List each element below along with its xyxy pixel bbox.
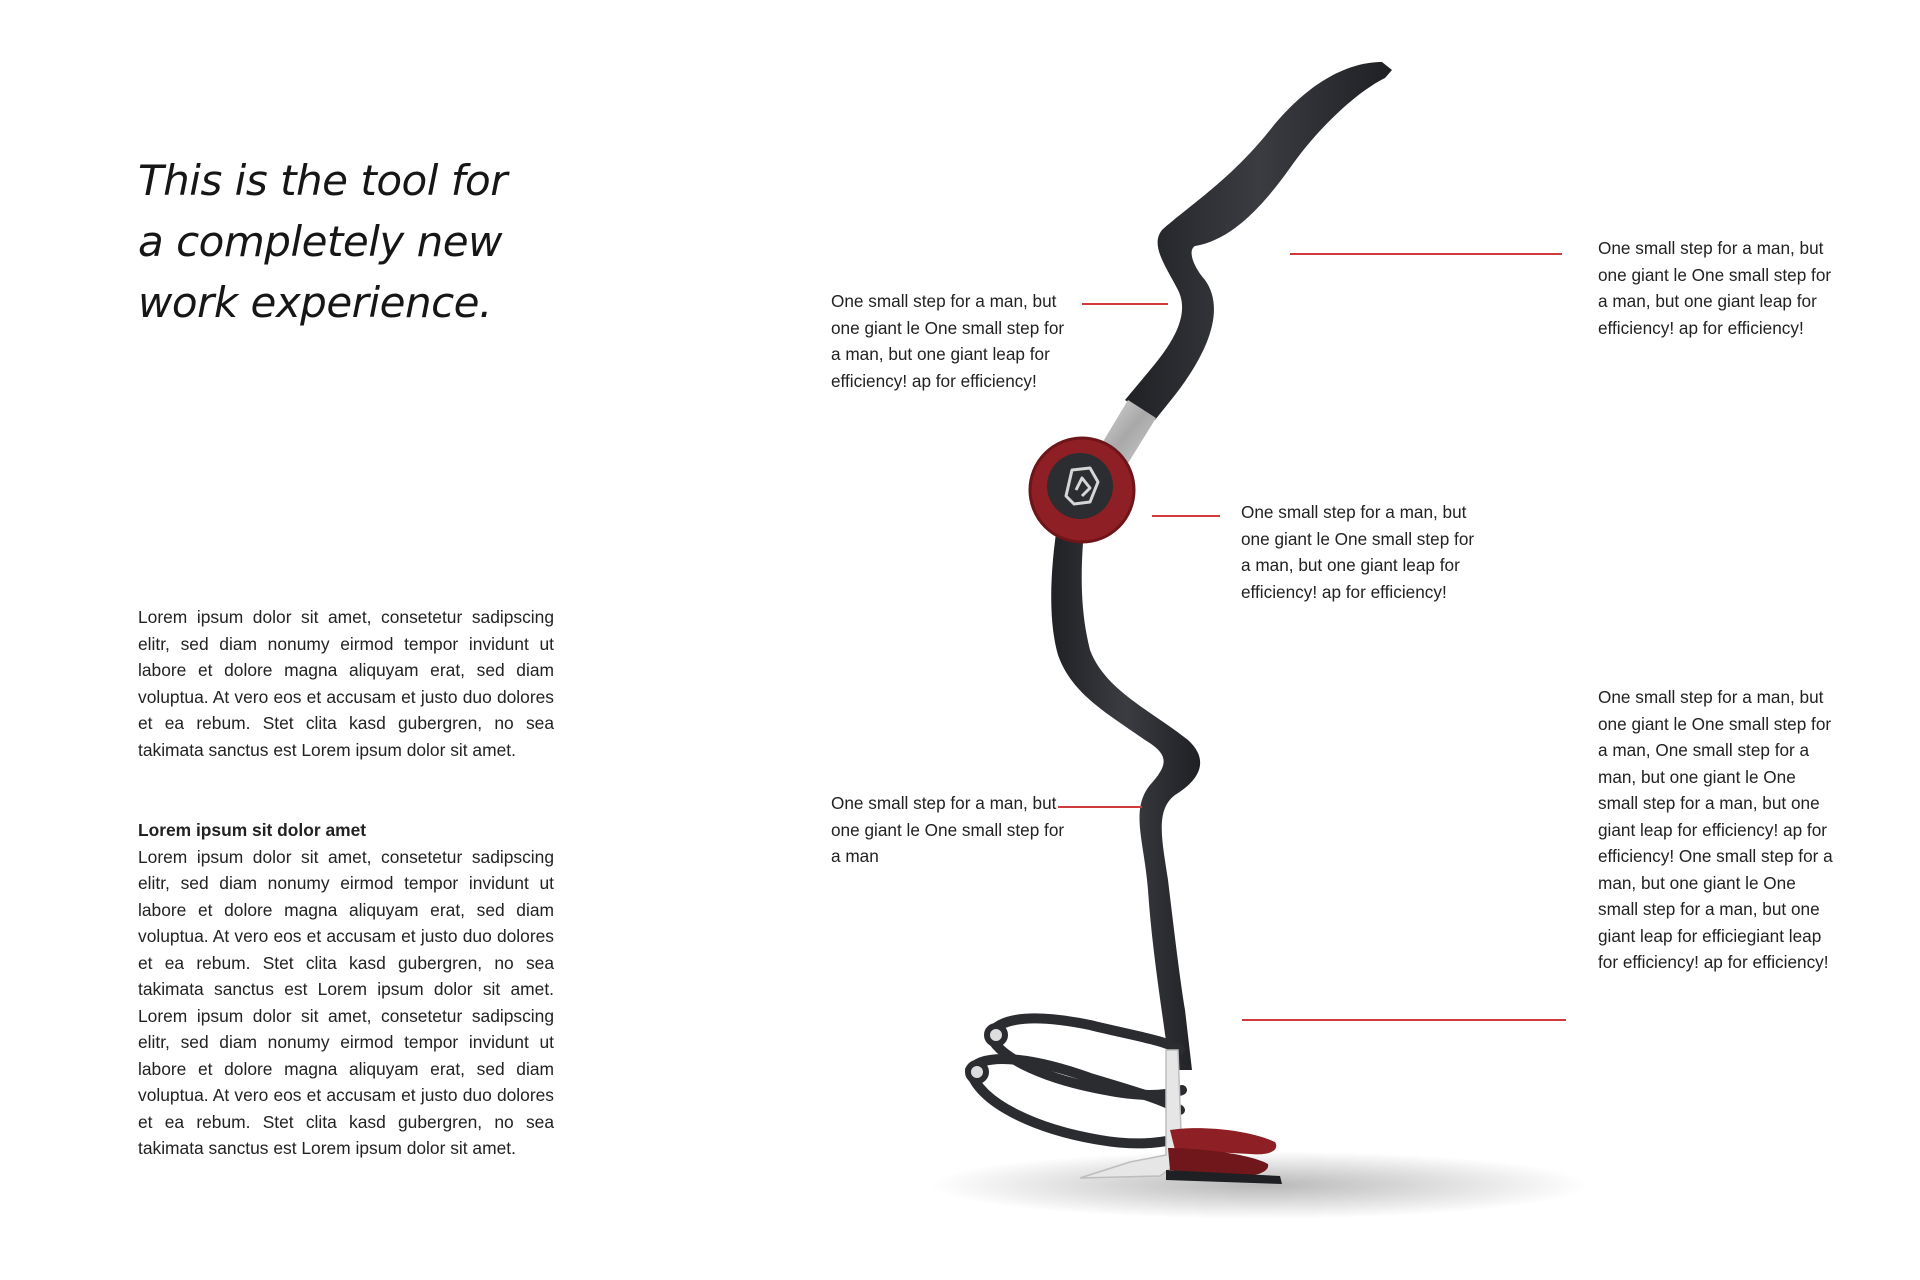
- upper-arm: [1125, 62, 1392, 420]
- headline-line-1: This is the tool for: [138, 156, 507, 205]
- harness-eyelet-upper: [987, 1026, 1005, 1044]
- product-illustration: [930, 50, 1610, 1280]
- joint-inner-cap: [1047, 453, 1113, 519]
- leader-line-lower-right: [1242, 1019, 1566, 1021]
- leader-line-upper-right: [1290, 253, 1562, 255]
- headline: [138, 150, 658, 333]
- section-heading: Lorem ipsum sit dolor amet: [138, 820, 367, 840]
- callout-lower-left: One small step for a man, but one giant le One small step for a man: [831, 793, 1065, 866]
- leader-line-joint: [1152, 515, 1220, 517]
- callout-joint: One small step for a man, but one giant le One small step for a man, but one giant leap for efficiency! ap for efficiency!: [1241, 502, 1475, 602]
- callout-lower-right: One small step for a man, but one giant le One small step for a man, One small step for a man, but one giant le One small step for a man, but one giant leap for efficiency! ap for efficiency! One small step for a man, but one giant le One small step for a man, but one giant leap for efficiegiant leap for efficiency! ap for efficiency!: [1598, 687, 1833, 972]
- callout-upper-left: One small step for a man, but one giant le One small step for a man, but one giant leap for efficiency! ap for efficiency!: [831, 291, 1065, 391]
- headline-line-2: a completely new: [138, 217, 502, 266]
- intro-paragraph: Lorem ipsum dolor sit amet, consetetur sadipscing elitr, sed diam nonumy eirmod tempor invidunt ut labore et dolore magna aliquyam erat, sed diam voluptua. At vero eos et accusam et justo duo dolores et ea rebum. Stet clita kasd gubergren, no sea takimata sanctus est Lorem ipsum dolor sit amet.: [138, 607, 554, 760]
- section-block: [138, 817, 554, 1162]
- leader-line-upper-left: [1082, 303, 1168, 305]
- headline-line-3: work experience.: [138, 278, 492, 327]
- section-paragraph: Lorem ipsum dolor sit amet, consetetur sadipscing elitr, sed diam nonumy eirmod tempor invidunt ut labore et dolore magna aliquyam erat, sed diam voluptua. At vero eos et accusam et justo duo dolores et ea rebum. Stet clita kasd gubergren, no sea takimata sanctus est Lorem ipsum dolor sit amet. Lorem ipsum dolor sit amet, consetetur sadipscing elitr, sed diam nonumy eirmod tempor invidunt ut labore et dolore magna aliquyam erat, sed diam voluptua. At vero eos et accusam et justo duo dolores et ea rebum. Stet clita kasd gubergren, no sea takimata sanctus est Lorem ipsum dolor sit amet.: [138, 846, 554, 1158]
- callout-upper-right: One small step for a man, but one giant le One small step for a man, but one giant leap for efficiency! ap for efficiency!: [1598, 238, 1832, 338]
- intro-paragraph-block: [138, 604, 554, 763]
- harness-eyelet-lower: [968, 1063, 986, 1081]
- harness-loop-lower: [970, 1059, 1184, 1143]
- lower-column: [1051, 520, 1200, 1070]
- leader-line-lower-left: [1058, 806, 1142, 808]
